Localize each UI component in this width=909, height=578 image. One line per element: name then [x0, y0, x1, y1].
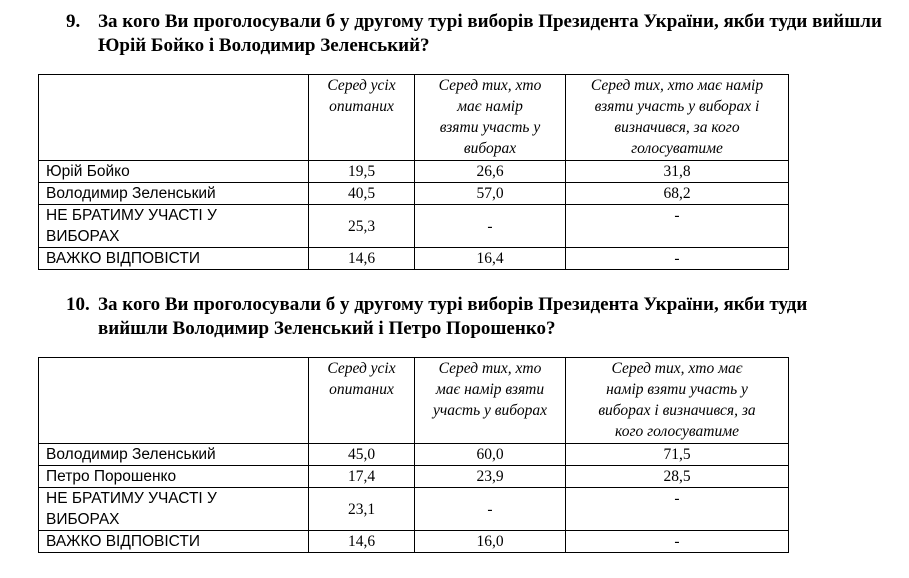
- header-decided-voters: Серед тих, хто має намір взяти участь у виборах і визначився, за кого голосуватиме: [566, 75, 789, 161]
- value-cell: 16,4: [415, 248, 566, 270]
- header-all-respondents: Серед усіх опитаних: [309, 75, 415, 161]
- table-row: [39, 444, 789, 466]
- value-cell: 45,0: [309, 444, 415, 466]
- value-cell: 40,5: [309, 183, 415, 205]
- value-cell: 28,5: [566, 466, 789, 488]
- question-10-text-line1: За кого Ви проголосували б у другому турі виборів Президента України, якби туди: [98, 294, 808, 315]
- value-cell: 26,6: [415, 161, 566, 183]
- row-label: ВАЖКО ВІДПОВІСТИ: [39, 531, 309, 553]
- header-intend-to-vote: Серед тих, хто має намір взяти участь у виборах: [415, 358, 566, 444]
- row-label: Володимир Зеленський: [39, 444, 309, 466]
- header-empty-cell: [39, 75, 309, 161]
- row-label: Петро Порошенко: [39, 466, 309, 488]
- value-cell: -: [566, 248, 789, 270]
- row-label: Володимир Зеленський: [39, 183, 309, 205]
- value-cell: -: [415, 205, 566, 248]
- value-cell: 16,0: [415, 531, 566, 553]
- value-cell: 23,1: [309, 488, 415, 531]
- table-row: [39, 161, 789, 183]
- value-cell: -: [566, 488, 789, 531]
- value-cell: 19,5: [309, 161, 415, 183]
- value-cell: -: [415, 488, 566, 531]
- question-10-table: [38, 357, 789, 553]
- value-cell: 14,6: [309, 531, 415, 553]
- value-cell: 25,3: [309, 205, 415, 248]
- value-cell: 23,9: [415, 466, 566, 488]
- value-cell: 71,5: [566, 444, 789, 466]
- table-row: [39, 488, 789, 531]
- header-intend-to-vote: Серед тих, хто має намір взяти участь у виборах: [415, 75, 566, 161]
- question-9-text-line2: Юрій Бойко і Володимир Зеленський?: [98, 35, 430, 56]
- row-label: НЕ БРАТИМУ УЧАСТІ У ВИБОРАХ: [39, 488, 309, 531]
- table-row: [39, 248, 789, 270]
- table-row: [39, 205, 789, 248]
- row-label: ВАЖКО ВІДПОВІСТИ: [39, 248, 309, 270]
- value-cell: -: [566, 205, 789, 248]
- value-cell: -: [566, 531, 789, 553]
- question-9-heading: [0, 10, 909, 60]
- question-10-text-line2: вийшли Володимир Зеленський і Петро Порошенко?: [98, 318, 556, 339]
- header-empty-cell: [39, 358, 309, 444]
- value-cell: 17,4: [309, 466, 415, 488]
- value-cell: 60,0: [415, 444, 566, 466]
- question-9-text-line1: За кого Ви проголосували б у другому турі виборів Президента України, якби туди вийшли: [98, 11, 882, 32]
- table-row: [39, 183, 789, 205]
- question-10-number: 10.: [66, 294, 90, 315]
- question-9-number: 9.: [66, 11, 81, 32]
- table-row: [39, 531, 789, 553]
- value-cell: 68,2: [566, 183, 789, 205]
- header-all-respondents: Серед усіх опитаних: [309, 358, 415, 444]
- header-decided-voters: Серед тих, хто має намір взяти участь у виборах і визначився, за кого голосуватиме: [566, 358, 789, 444]
- value-cell: 14,6: [309, 248, 415, 270]
- row-label: Юрій Бойко: [39, 161, 309, 183]
- value-cell: 57,0: [415, 183, 566, 205]
- question-9-table: [38, 74, 789, 270]
- question-10-heading: [0, 293, 909, 343]
- value-cell: 31,8: [566, 161, 789, 183]
- table-row: [39, 466, 789, 488]
- row-label: НЕ БРАТИМУ УЧАСТІ У ВИБОРАХ: [39, 205, 309, 248]
